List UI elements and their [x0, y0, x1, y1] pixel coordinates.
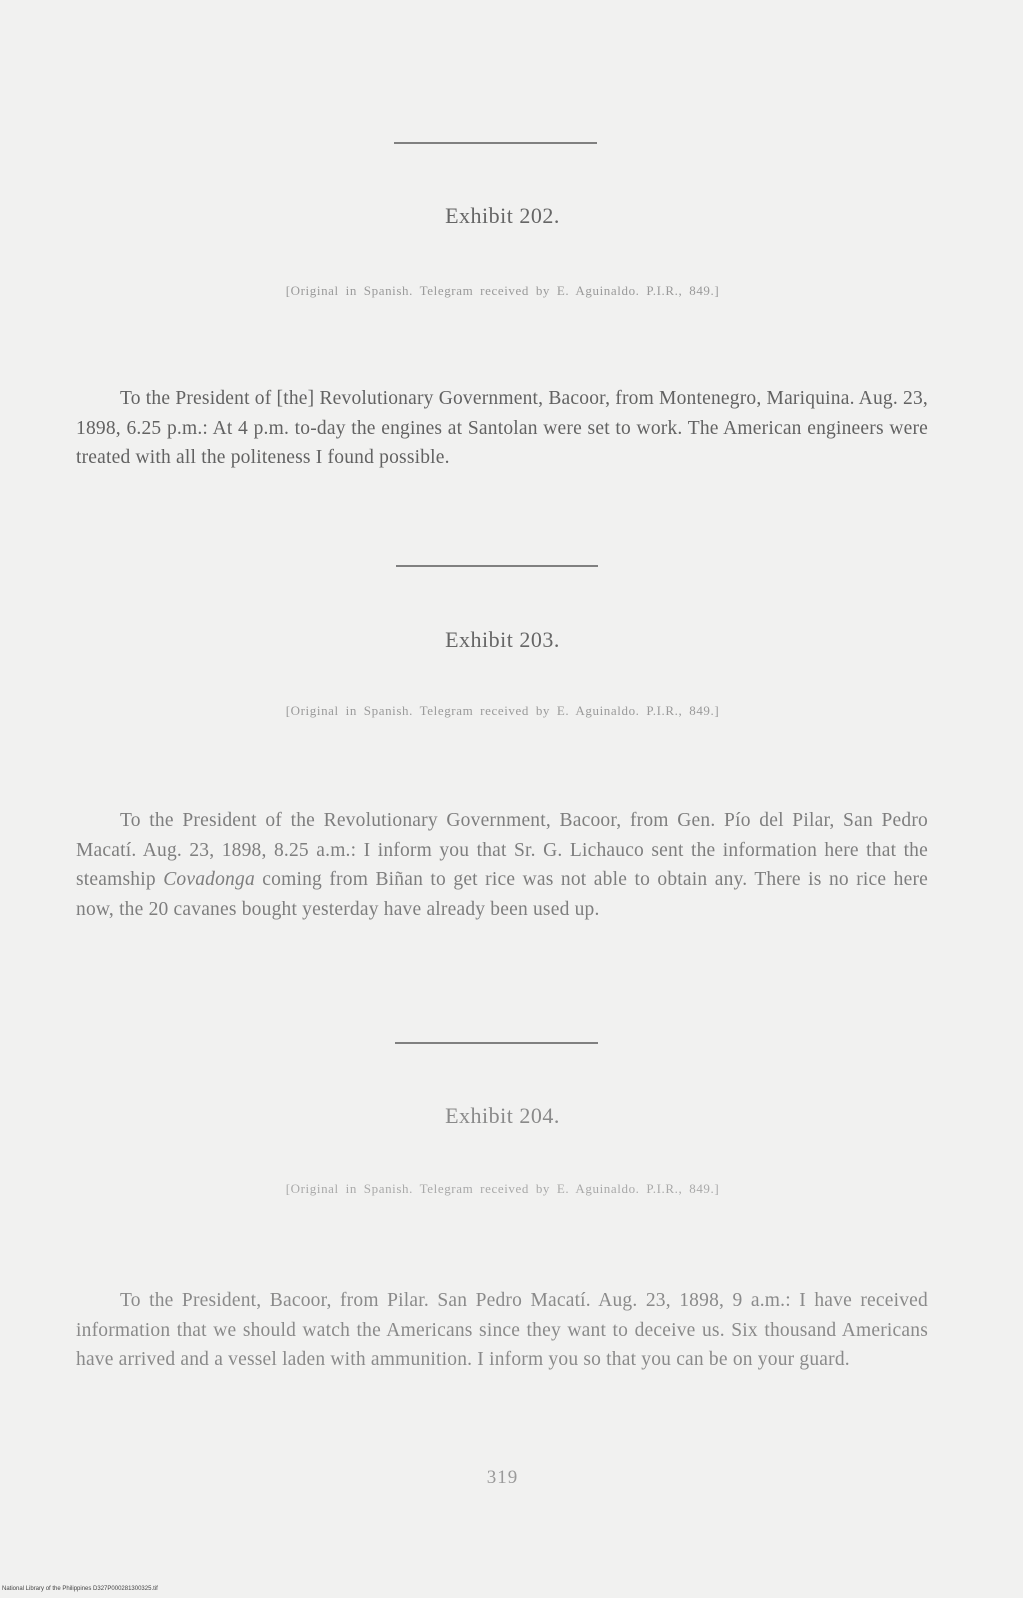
vessel-name: Covadonga	[163, 869, 255, 891]
exhibit-203-heading: Exhibit 203.	[445, 627, 560, 652]
exhibit-204-heading: Exhibit 204.	[445, 1103, 560, 1128]
exhibit-202-source-note: [Original in Spanish. Telegram received by E. Aguinaldo. P.I.R., 849.]	[285, 283, 720, 298]
exhibit-202-heading: Exhibit 202.	[445, 203, 560, 228]
section-divider	[396, 565, 598, 567]
page-number: 319	[486, 1467, 519, 1488]
section-divider	[394, 142, 597, 144]
exhibit-203-body	[76, 806, 928, 924]
exhibit-204-body: To the President, Bacoor, from Pilar. San Pedro Macatí. Aug. 23, 1898, 9 a.m.: I have received information that we should watch the Americans since they want to deceive us. Six thousand Americans have arrived and a vessel laden with ammunition. I inform you so that you can be on your guard.	[76, 1290, 928, 1371]
exhibit-202-body: To the President of [the] Revolutionary Government, Bacoor, from Montenegro, Mariquina. Aug. 23, 1898, 6.25 p.m.: At 4 p.m. to-day the engines at Santolan were set to work. The American engineers were treated with all the politeness I found possible.	[76, 388, 928, 469]
scan-credit: National Library of the Philippines D327P000281300325.tif	[2, 1586, 158, 1592]
exhibit-203-body-part-1: To the President of the Revolutionary Government, Bacoor, from Gen. Pío del Pilar, San Pedro Macatí. Aug. 23, 1898, 8.25 a.m.: I inform you that Sr. G. Lichauco sent the information here that the steamship	[76, 810, 928, 891]
exhibit-204-source-note: [Original in Spanish. Telegram received by E. Aguinaldo. P.I.R., 849.]	[285, 1181, 720, 1196]
exhibit-203-body-part-2: coming from Biñan to get rice was not able to obtain any. There is no rice here now, the 20 cavanes bought yesterday have already been used up.	[76, 869, 928, 920]
section-divider	[395, 1042, 598, 1044]
exhibit-203-source-note: [Original in Spanish. Telegram received by E. Aguinaldo. P.I.R., 849.]	[285, 703, 720, 718]
